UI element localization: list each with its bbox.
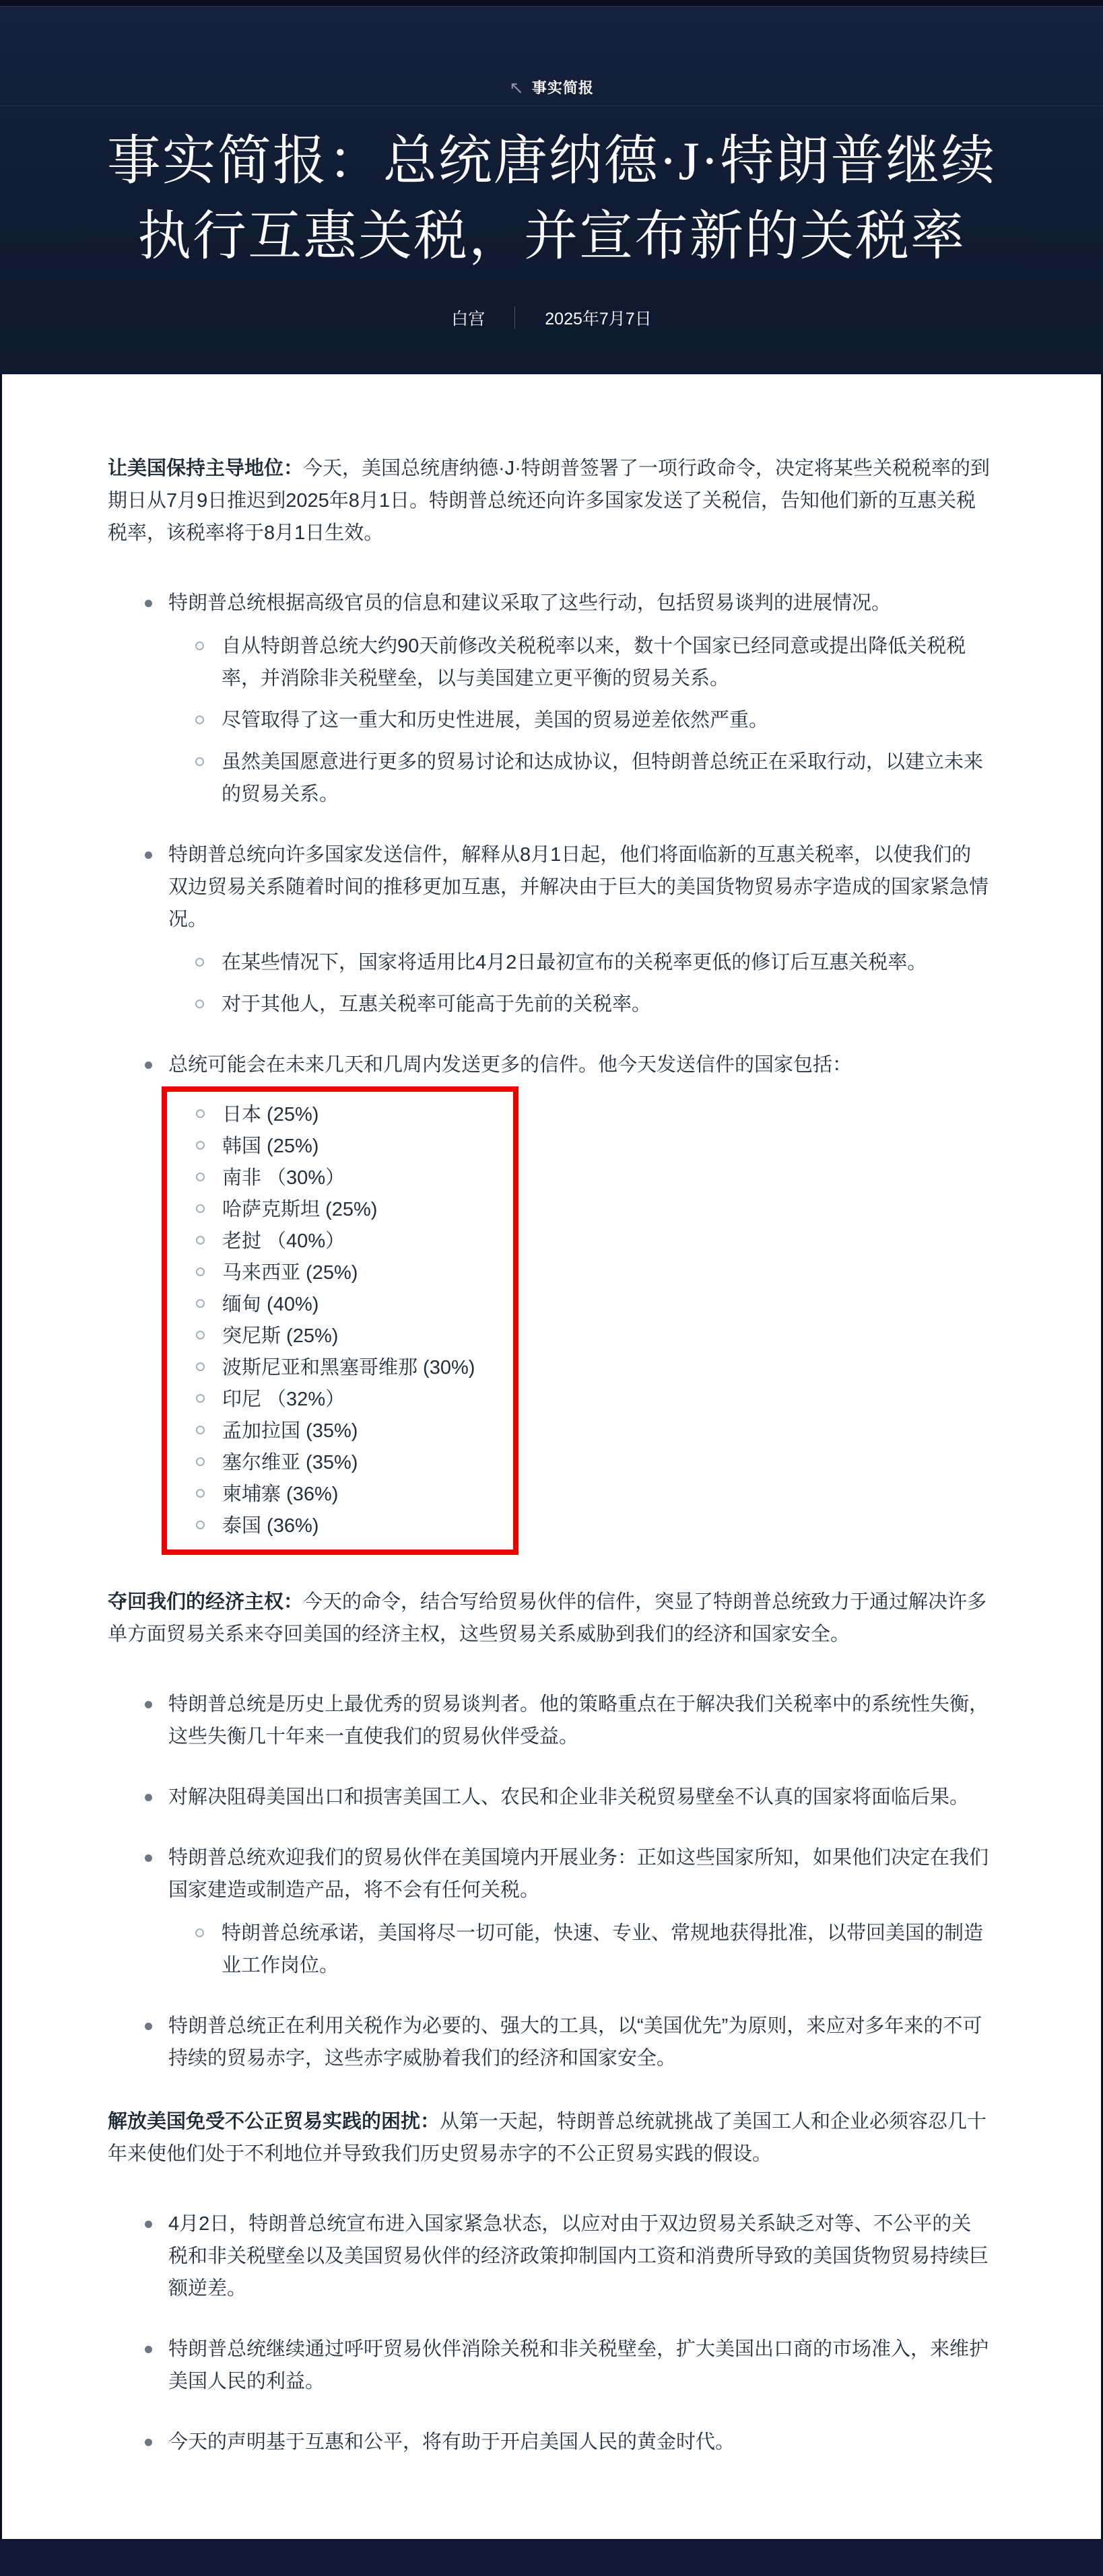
bullet-item-body — [168, 839, 990, 1020]
country-item — [167, 1447, 513, 1479]
bullet-item-text: 特朗普总统继续通过呼吁贸易伙伴消除关税和非关税壁垒，扩大美国出口商的市场准入，来维护美国人民的利益。 — [168, 2338, 989, 2392]
country-item — [167, 1257, 513, 1289]
bullet-item-text: 4月2日，特朗普总统宣布进入国家紧急状态，以应对由于双边贸易关系缺乏对等、不公平的关税和非关税壁垒以及美国贸易伙伴的经济政策抑制国内工资和消费所导致的美国货物贸易持续巨额逆差。 — [168, 2213, 989, 2299]
sub-bullet-text: 自从特朗普总统大约90天前修改关税税率以来，数十个国家已经同意或提出降低关税税率，并消除非关税壁垒，以与美国建立更平衡的贸易关系。 — [222, 635, 966, 689]
bullet-circle-icon — [196, 1394, 205, 1403]
country-item — [167, 1131, 513, 1162]
bullet-circle-icon — [196, 1173, 205, 1181]
bullet-item-body — [168, 2208, 990, 2305]
bullet-item-text: 特朗普总统欢迎我们的贸易伙伴在美国境内开展业务：正如这些国家所知，如果他们决定在我们国家建造或制造产品，将不会有任何关税。 — [168, 1847, 989, 1901]
bullet-dot-icon — [145, 2439, 152, 2446]
content-section — [108, 2105, 990, 2458]
bullet-item — [108, 1049, 990, 1555]
bullet-circle-icon — [195, 958, 204, 967]
bullet-item-body — [168, 1842, 990, 1982]
bullet-dot-icon — [145, 1794, 152, 1801]
country-item-text: 突尼斯 (25%) — [222, 1325, 339, 1347]
country-item-text: 韩国 (25%) — [222, 1136, 319, 1157]
bullet-dot-icon — [145, 2221, 152, 2228]
bullet-item-body — [168, 587, 990, 810]
country-item-text: 孟加拉国 (35%) — [222, 1420, 358, 1442]
bullet-circle-icon — [196, 1489, 205, 1498]
country-list — [167, 1099, 513, 1542]
bullet-item-body — [168, 2333, 990, 2398]
section-lead: 让美国保持主导地位： — [108, 458, 304, 479]
country-item-text: 印尼 （32%） — [222, 1389, 345, 1410]
bullet-dot-icon — [145, 2346, 152, 2353]
section-paragraph — [108, 1586, 990, 1650]
section-lead: 夺回我们的经济主权： — [108, 1591, 304, 1613]
section-paragraph — [108, 2105, 990, 2170]
country-item-text: 哈萨克斯坦 (25%) — [222, 1199, 378, 1220]
sub-bullet-item — [168, 630, 990, 695]
bullet-circle-icon — [195, 757, 204, 766]
bullet-circle-icon — [195, 716, 204, 724]
article-body — [0, 374, 1103, 2539]
breadcrumb-label: 事实简报 — [531, 79, 594, 96]
country-item-text: 泰国 (36%) — [222, 1515, 319, 1537]
bullet-item — [108, 2208, 990, 2305]
bullet-circle-icon — [196, 1299, 205, 1308]
bullet-circle-icon — [196, 1109, 205, 1118]
highlight-box — [162, 1086, 519, 1555]
bullet-item — [108, 1781, 990, 1813]
bullet-item — [108, 2333, 990, 2398]
page-title-line2: 执行互惠关税，并宣布新的关税率 — [137, 207, 966, 267]
bullet-item-text: 总统可能会在未来几天和几周内发送更多的信件。他今天发送信件的国家包括： — [168, 1054, 853, 1076]
bullet-circle-icon — [196, 1457, 205, 1466]
bullet-item-text: 特朗普总统是历史上最优秀的贸易谈判者。他的策略重点在于解决我们关税率中的系统性失衡，这些失衡几十年来一直使我们的贸易伙伴受益。 — [168, 1694, 989, 1747]
footer-bar — [0, 2539, 1103, 2576]
country-item — [167, 1479, 513, 1510]
bullet-item — [108, 1688, 990, 1753]
top-nav-strip — [0, 0, 1103, 7]
sub-bullet-item — [168, 1917, 990, 1982]
sub-bullet-text: 虽然美国愿意进行更多的贸易讨论和达成协议，但特朗普总统正在采取行动，以建立未来的贸易关系。 — [222, 751, 984, 805]
country-item — [167, 1162, 513, 1194]
sub-bullet-text: 尽管取得了这一重大和历史性进展，美国的贸易逆差依然严重。 — [222, 709, 769, 731]
bullet-dot-icon — [145, 1701, 152, 1708]
bullet-circle-icon — [196, 1236, 205, 1245]
meta-date: 2025年7月7日 — [545, 310, 652, 328]
country-item — [167, 1384, 513, 1416]
bullet-circle-icon — [196, 1204, 205, 1213]
bullet-dot-icon — [145, 2023, 152, 2030]
article-meta — [0, 306, 1103, 330]
sub-bullet-item — [168, 988, 990, 1020]
country-item — [167, 1289, 513, 1321]
country-item-text: 缅甸 (40%) — [222, 1294, 319, 1315]
bullet-circle-icon — [195, 641, 204, 650]
section-lead: 解放美国免受不公正贸易实践的困扰： — [108, 2111, 440, 2132]
content-section — [108, 1586, 990, 2075]
bullet-dot-icon — [145, 600, 152, 607]
bullet-list — [108, 1688, 990, 2075]
country-item-text: 老挝 （40%） — [222, 1230, 345, 1252]
country-item-text: 南非 （30%） — [222, 1167, 345, 1189]
bullet-item-body — [168, 1688, 990, 1753]
section-paragraph — [108, 452, 990, 549]
country-item — [167, 1321, 513, 1352]
bullet-item-text: 特朗普总统正在利用关税作为必要的、强大的工具，以“美国优先”为原则，来应对多年来的不可持续的贸易赤字，这些赤字威胁着我们的经济和国家安全。 — [168, 2015, 982, 2069]
country-item-text: 塞尔维亚 (35%) — [222, 1452, 358, 1473]
bullet-item — [108, 839, 990, 1020]
bullet-item-text: 今天的声明基于互惠和公平，将有助于开启美国人民的黄金时代。 — [168, 2431, 735, 2453]
bullet-circle-icon — [195, 1000, 204, 1008]
bullet-item-body — [168, 1781, 990, 1813]
bullet-item — [108, 2010, 990, 2075]
bullet-item — [108, 1842, 990, 1982]
section-text: 从第一天起，特朗普总统就挑战了美国工人和企业必须容忍几十年来使他们处于不利地位并导致我们历史贸易赤字的不公正贸易实践的假设。 — [108, 2111, 987, 2165]
sub-bullet-list — [168, 1917, 990, 1982]
sub-bullet-item — [168, 746, 990, 810]
sub-bullet-text: 在某些情况下，国家将适用比4月2日最初宣布的关税率更低的修订后互惠关税率。 — [222, 952, 927, 973]
page-header — [0, 7, 1103, 374]
bullet-item — [108, 587, 990, 810]
bullet-item-body — [168, 2426, 990, 2458]
bullet-circle-icon — [196, 1521, 205, 1529]
page-title — [0, 124, 1103, 275]
meta-divider — [514, 306, 515, 329]
page-title-line1: 事实简报：总统唐纳德·J·特朗普继续 — [106, 132, 997, 191]
bullet-list — [108, 2208, 990, 2458]
bullet-item-text: 特朗普总统根据高级官员的信息和建议采取了这些行动，包括贸易谈判的进展情况。 — [168, 592, 892, 614]
country-item-text: 波斯尼亚和黑塞哥维那 (30%) — [222, 1357, 475, 1379]
bullet-circle-icon — [196, 1362, 205, 1371]
bullet-item-text: 特朗普总统向许多国家发送信件，解释从8月1日起，他们将面临新的互惠关税率，以使我们的双边贸易关系随着时间的推移更加互惠，并解决由于巨大的美国货物贸易赤字造成的国家紧急情况。 — [168, 844, 989, 930]
bullet-circle-icon — [195, 1928, 204, 1937]
back-arrow-icon: ↖ — [509, 77, 524, 98]
bullet-item-body — [168, 2010, 990, 2075]
bullet-list — [108, 587, 990, 1555]
bullet-dot-icon — [145, 1854, 152, 1862]
country-item — [167, 1416, 513, 1447]
country-item — [167, 1352, 513, 1384]
bullet-circle-icon — [196, 1426, 205, 1434]
country-item — [167, 1194, 513, 1226]
bullet-dot-icon — [145, 851, 152, 859]
bullet-circle-icon — [196, 1331, 205, 1339]
country-item — [167, 1099, 513, 1131]
meta-source: 白宫 — [451, 310, 486, 328]
sub-bullet-list — [168, 946, 990, 1020]
breadcrumb[interactable] — [0, 77, 1103, 106]
bullet-item-text: 对解决阻碍美国出口和损害美国工人、农民和企业非关税贸易壁垒不认真的国家将面临后果。 — [168, 1786, 970, 1808]
sub-bullet-text: 对于其他人，互惠关税率可能高于先前的关税率。 — [222, 994, 652, 1015]
country-item-text: 马来西亚 (25%) — [222, 1262, 358, 1284]
country-item-text: 日本 (25%) — [222, 1104, 319, 1125]
country-item — [167, 1226, 513, 1257]
bullet-item-body — [168, 1049, 990, 1555]
country-item-text: 柬埔寨 (36%) — [222, 1484, 339, 1505]
sub-bullet-item — [168, 946, 990, 979]
bullet-circle-icon — [196, 1141, 205, 1150]
sub-bullet-item — [168, 704, 990, 736]
bullet-circle-icon — [196, 1267, 205, 1276]
bullet-item — [108, 2426, 990, 2458]
country-item — [167, 1510, 513, 1542]
section-text: 今天，美国总统唐纳德·J·特朗普签署了一项行政命令，决定将某些关税税率的到期日从7月9日推迟到2025年8月1日。特朗普总统还向许多国家发送了关税信，告知他们新的互惠关税税率，该税率将于8月1日生效。 — [108, 458, 990, 544]
sub-bullet-list — [168, 630, 990, 810]
content-section — [108, 452, 990, 1555]
sub-bullet-text: 特朗普总统承诺，美国将尽一切可能，快速、专业、常规地获得批准，以带回美国的制造业工作岗位。 — [222, 1922, 984, 1976]
section-text: 今天的命令，结合写给贸易伙伴的信件，突显了特朗普总统致力于通过解决许多单方面贸易关系来夺回美国的经济主权，这些贸易关系威胁到我们的经济和国家安全。 — [108, 1591, 987, 1645]
bullet-dot-icon — [145, 1061, 152, 1069]
